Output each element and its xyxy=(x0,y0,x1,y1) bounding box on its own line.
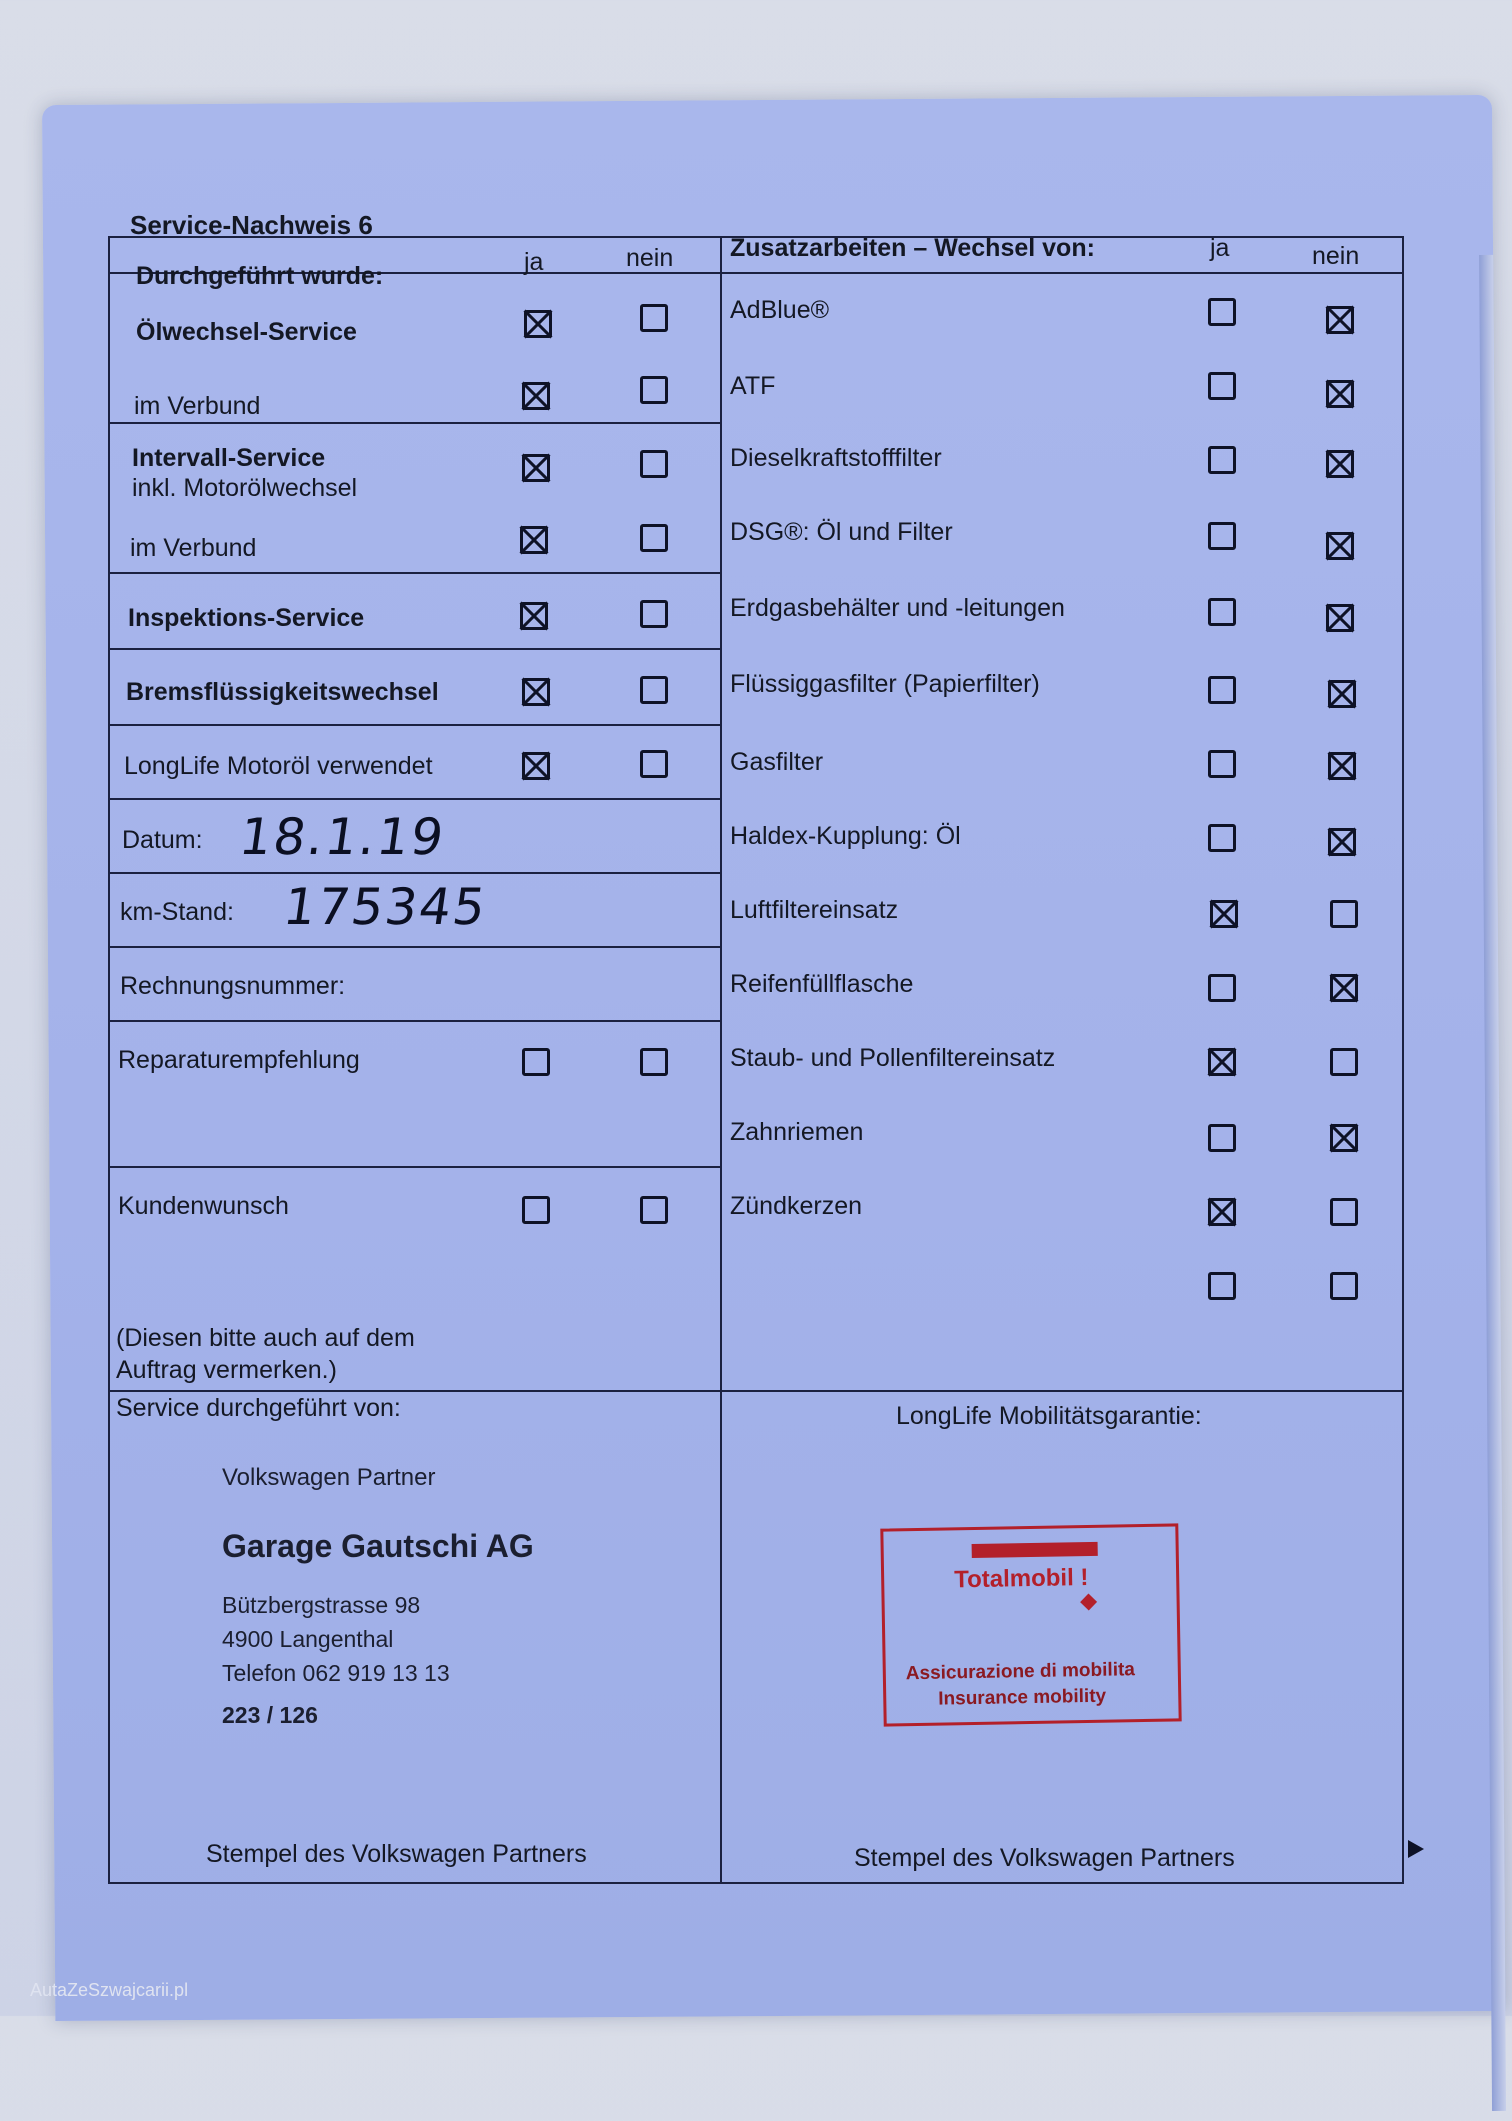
zusatz-label-dsg: DSG®: Öl und Filter xyxy=(730,518,953,546)
row-divider xyxy=(108,798,722,800)
km-value[interactable]: 175345 xyxy=(279,878,491,936)
left-header: Durchgeführt wurde: xyxy=(136,262,384,290)
zusatz-label-fluessiggas: Flüssiggasfilter (Papierfilter) xyxy=(730,670,1040,698)
partner-stamp-street: Bützbergstrasse 98 xyxy=(222,1592,421,1618)
nein-header-right: nein xyxy=(1312,242,1360,270)
partner-stamp-line1: Volkswagen Partner xyxy=(222,1464,436,1491)
column-divider xyxy=(720,236,722,1884)
zusatz-zuendkerzen-ja-checkbox[interactable] xyxy=(1208,1198,1236,1226)
intervall-verbund-nein-checkbox[interactable] xyxy=(640,524,668,552)
zusatz-label-diesel: Dieselkraftstofffilter xyxy=(730,444,942,472)
row-divider xyxy=(108,872,722,874)
stamp-bar xyxy=(972,1542,1098,1558)
zusatz-extra-ja-checkbox[interactable] xyxy=(1208,1272,1236,1300)
ja-header-left: ja xyxy=(524,248,544,276)
partner-stamp-code: 223 / 126 xyxy=(222,1702,318,1728)
zusatz-erdgas-nein-checkbox[interactable] xyxy=(1326,604,1354,632)
watermark: AutaZeSzwajcarii.pl xyxy=(30,1980,189,2000)
zusatz-atf-nein-checkbox[interactable] xyxy=(1326,380,1354,408)
inspektion-nein-checkbox[interactable] xyxy=(640,600,668,628)
zusatz-label-atf: ATF xyxy=(730,372,776,400)
zusatz-extra-nein-checkbox[interactable] xyxy=(1330,1272,1358,1300)
row-divider xyxy=(108,422,722,424)
intervall-label: Intervall-Service xyxy=(132,444,326,472)
zusatz-atf-ja-checkbox[interactable] xyxy=(1208,372,1236,400)
bremsfluessigkeit-label: Bremsflüssigkeitswechsel xyxy=(126,678,439,706)
partner-stamp-city: 4900 Langenthal xyxy=(222,1626,394,1652)
zusatz-fluessiggas-ja-checkbox[interactable] xyxy=(1208,676,1236,704)
zusatz-adblue-ja-checkbox[interactable] xyxy=(1208,298,1236,326)
zusatz-luftfilter-nein-checkbox[interactable] xyxy=(1330,900,1358,928)
mobility-label: LongLife Mobilitätsgarantie: xyxy=(896,1402,1202,1430)
kundenwunsch-note-2: Auftrag vermerken.) xyxy=(116,1356,337,1384)
zusatz-haldex-nein-checkbox[interactable] xyxy=(1328,828,1356,856)
stamp-caption-left: Stempel des Volkswagen Partners xyxy=(206,1840,587,1868)
longlife-label: LongLife Motoröl verwendet xyxy=(124,752,433,780)
row-divider xyxy=(108,724,722,726)
kundenwunsch-label: Kundenwunsch xyxy=(118,1192,289,1220)
zusatz-label-gasfilter: Gasfilter xyxy=(730,748,824,776)
reparatur-ja-checkbox[interactable] xyxy=(522,1048,550,1076)
kundenwunsch-note-1: (Diesen bitte auch auf dem xyxy=(116,1324,415,1352)
reparatur-label: Reparaturempfehlung xyxy=(118,1046,360,1074)
zusatz-label-zuendkerzen: Zündkerzen xyxy=(730,1192,863,1220)
inspektion-label: Inspektions-Service xyxy=(128,604,365,632)
zusatz-label-erdgas: Erdgasbehälter und -leitungen xyxy=(730,594,1065,622)
nein-header-left: nein xyxy=(626,244,674,272)
oelwechsel-label: Ölwechsel-Service xyxy=(136,318,357,346)
row-divider xyxy=(108,1166,722,1168)
intervall-verbund-ja-checkbox[interactable] xyxy=(520,526,548,554)
reparatur-nein-checkbox[interactable] xyxy=(640,1048,668,1076)
zusatz-zahnriemen-ja-checkbox[interactable] xyxy=(1208,1124,1236,1152)
zusatz-adblue-nein-checkbox[interactable] xyxy=(1326,306,1354,334)
datum-value[interactable]: 18.1.19 xyxy=(235,808,449,866)
stamp-caption-right: Stempel des Volkswagen Partners xyxy=(854,1844,1235,1872)
zusatz-erdgas-ja-checkbox[interactable] xyxy=(1208,598,1236,626)
row-divider xyxy=(108,648,722,650)
zusatz-dsg-ja-checkbox[interactable] xyxy=(1208,522,1236,550)
zusatz-label-zahnriemen: Zahnriemen xyxy=(730,1118,864,1146)
zusatz-diesel-ja-checkbox[interactable] xyxy=(1208,446,1236,474)
stamp-line-2: Insurance mobility xyxy=(938,1685,1107,1710)
partner-stamp-name: Garage Gautschi AG xyxy=(222,1528,534,1564)
zusatz-zuendkerzen-nein-checkbox[interactable] xyxy=(1330,1198,1358,1226)
oelwechsel-verbund-ja-checkbox[interactable] xyxy=(522,382,550,410)
stamp-brand: Totalmobil ! xyxy=(953,1563,1089,1594)
kundenwunsch-nein-checkbox[interactable] xyxy=(640,1196,668,1224)
row-divider xyxy=(108,946,722,948)
partner-stamp-phone: Telefon 062 919 13 13 xyxy=(222,1660,450,1686)
zusatz-pollenfilter-nein-checkbox[interactable] xyxy=(1330,1048,1358,1076)
longlife-nein-checkbox[interactable] xyxy=(640,750,668,778)
oelwechsel-nein-checkbox[interactable] xyxy=(640,304,668,332)
page-edge xyxy=(1479,255,1506,2111)
zusatz-label-pollenfilter: Staub- und Pollenfiltereinsatz xyxy=(730,1044,1056,1072)
right-header: Zusatzarbeiten – Wechsel von: xyxy=(730,234,1095,262)
intervall-sub-label: inkl. Motorölwechsel xyxy=(132,474,358,502)
intervall-ja-checkbox[interactable] xyxy=(522,454,550,482)
intervall-nein-checkbox[interactable] xyxy=(640,450,668,478)
longlife-ja-checkbox[interactable] xyxy=(522,752,550,780)
next-page-arrow-icon xyxy=(1408,1840,1424,1858)
rechnung-label: Rechnungsnummer: xyxy=(120,972,346,1000)
service-by-label: Service durchgeführt von: xyxy=(116,1394,401,1422)
zusatz-fluessiggas-nein-checkbox[interactable] xyxy=(1328,680,1356,708)
zusatz-reifen-ja-checkbox[interactable] xyxy=(1208,974,1236,1002)
footer-divider xyxy=(108,1390,1404,1392)
bremsfluessigkeit-nein-checkbox[interactable] xyxy=(640,676,668,704)
zusatz-dsg-nein-checkbox[interactable] xyxy=(1326,532,1354,560)
intervall-verbund-label: im Verbund xyxy=(130,534,257,562)
mobility-stamp xyxy=(880,1523,1181,1726)
zusatz-diesel-nein-checkbox[interactable] xyxy=(1326,450,1354,478)
zusatz-label-reifen: Reifenfüllflasche xyxy=(730,970,914,998)
heart-icon xyxy=(1080,1594,1097,1611)
zusatz-haldex-ja-checkbox[interactable] xyxy=(1208,824,1236,852)
oelwechsel-ja-checkbox[interactable] xyxy=(524,310,552,338)
zusatz-label-haldex: Haldex-Kupplung: Öl xyxy=(730,822,961,850)
stamp-line-1: Assicurazione di mobilita xyxy=(905,1659,1136,1685)
zusatz-pollenfilter-ja-checkbox[interactable] xyxy=(1208,1048,1236,1076)
zusatz-label-luftfilter: Luftfiltereinsatz xyxy=(730,896,899,924)
zusatz-label-adblue: AdBlue® xyxy=(730,296,830,324)
zusatz-luftfilter-ja-checkbox[interactable] xyxy=(1210,900,1238,928)
zusatz-reifen-nein-checkbox[interactable] xyxy=(1330,974,1358,1002)
oelwechsel-verbund-label: im Verbund xyxy=(134,392,261,420)
form-title: Service-Nachweis 6 xyxy=(130,210,373,240)
oelwechsel-verbund-nein-checkbox[interactable] xyxy=(640,376,668,404)
bremsfluessigkeit-ja-checkbox[interactable] xyxy=(522,678,550,706)
kundenwunsch-ja-checkbox[interactable] xyxy=(522,1196,550,1224)
zusatz-gasfilter-nein-checkbox[interactable] xyxy=(1328,752,1356,780)
zusatz-gasfilter-ja-checkbox[interactable] xyxy=(1208,750,1236,778)
ja-header-right: ja xyxy=(1210,234,1230,262)
zusatz-zahnriemen-nein-checkbox[interactable] xyxy=(1330,1124,1358,1152)
row-divider xyxy=(108,572,722,574)
inspektion-ja-checkbox[interactable] xyxy=(520,602,548,630)
datum-label: Datum: xyxy=(122,826,203,854)
row-divider xyxy=(108,1020,722,1022)
km-label: km-Stand: xyxy=(120,898,234,926)
